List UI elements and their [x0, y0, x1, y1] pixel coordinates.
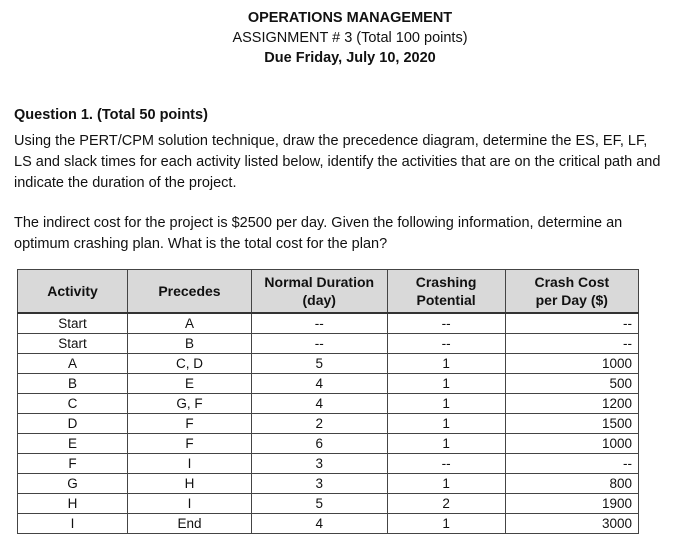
cell-normal-duration: 4	[251, 394, 387, 414]
cell-activity: F	[18, 454, 128, 474]
cell-precedes: H	[127, 474, 251, 494]
cell-activity: I	[18, 514, 128, 534]
cell-precedes: F	[127, 414, 251, 434]
cell-crash-cost: --	[505, 454, 638, 474]
cell-activity: C	[18, 394, 128, 414]
cell-crash-cost: --	[505, 313, 638, 334]
cell-crashing-potential: 1	[387, 514, 505, 534]
document-header	[0, 8, 700, 68]
cell-crashing-potential: 1	[387, 374, 505, 394]
table-header-row	[18, 270, 639, 314]
cell-crashing-potential: 1	[387, 434, 505, 454]
cell-normal-duration: 3	[251, 474, 387, 494]
table-row	[18, 474, 639, 494]
cell-crash-cost: 500	[505, 374, 638, 394]
cell-activity: G	[18, 474, 128, 494]
table-row	[18, 514, 639, 534]
cell-crashing-potential: --	[387, 334, 505, 354]
table-row	[18, 494, 639, 514]
cell-crashing-potential: 1	[387, 474, 505, 494]
cell-normal-duration: --	[251, 313, 387, 334]
cell-normal-duration: 6	[251, 434, 387, 454]
question-label: Question 1.	[14, 107, 93, 123]
cell-normal-duration: 5	[251, 494, 387, 514]
cell-crashing-potential: --	[387, 313, 505, 334]
table-row	[18, 354, 639, 374]
table-row	[18, 454, 639, 474]
cell-precedes: End	[127, 514, 251, 534]
cell-crashing-potential: 1	[387, 394, 505, 414]
table-row	[18, 374, 639, 394]
cell-precedes: C, D	[127, 354, 251, 374]
cell-crash-cost: 800	[505, 474, 638, 494]
course-title: OPERATIONS MANAGEMENT	[247, 10, 453, 26]
cell-activity: B	[18, 374, 128, 394]
cell-activity: E	[18, 434, 128, 454]
cell-crashing-potential: 1	[387, 354, 505, 374]
cell-crash-cost: 1200	[505, 394, 638, 414]
cell-precedes: G, F	[127, 394, 251, 414]
cell-activity: H	[18, 494, 128, 514]
cell-precedes: B	[127, 334, 251, 354]
cell-normal-duration: --	[251, 334, 387, 354]
table-row	[18, 414, 639, 434]
cell-precedes: A	[127, 313, 251, 334]
cell-crash-cost: 1000	[505, 354, 638, 374]
cell-crashing-potential: --	[387, 454, 505, 474]
assignment-title: ASSIGNMENT # 3 (Total 100 points)	[232, 30, 468, 46]
cell-crash-cost: 1500	[505, 414, 638, 434]
cell-activity: Start	[18, 334, 128, 354]
cell-activity: D	[18, 414, 128, 434]
cell-normal-duration: 3	[251, 454, 387, 474]
cell-crashing-potential: 2	[387, 494, 505, 514]
cell-precedes: I	[127, 494, 251, 514]
header-activity: Activity	[18, 270, 128, 314]
question-heading	[14, 107, 208, 123]
table-row	[18, 394, 639, 414]
activity-table	[17, 269, 639, 534]
question-points: (Total 50 points)	[97, 107, 208, 123]
cell-crashing-potential: 1	[387, 414, 505, 434]
cell-normal-duration: 5	[251, 354, 387, 374]
table-row	[18, 313, 639, 334]
question-paragraph-2: The indirect cost for the project is $2500 per day. Given the following information, determine an optimum crashing plan. What is the total cost for the plan?	[14, 215, 623, 252]
cell-precedes: F	[127, 434, 251, 454]
header-precedes: Precedes	[127, 270, 251, 314]
header-crash-cost: Crash Cost per Day ($)	[505, 270, 638, 314]
due-date: Due Friday, July 10, 2020	[264, 50, 436, 66]
cell-crash-cost: 1900	[505, 494, 638, 514]
cell-normal-duration: 2	[251, 414, 387, 434]
cell-precedes: I	[127, 454, 251, 474]
cell-activity: A	[18, 354, 128, 374]
cell-precedes: E	[127, 374, 251, 394]
table-row	[18, 334, 639, 354]
cell-crash-cost: 3000	[505, 514, 638, 534]
header-crashing-potential: Crashing Potential	[387, 270, 505, 314]
cell-crash-cost: --	[505, 334, 638, 354]
cell-normal-duration: 4	[251, 374, 387, 394]
header-normal-duration: Normal Duration (day)	[251, 270, 387, 314]
question-paragraph-1: Using the PERT/CPM solution technique, draw the precedence diagram, determine the ES, EF, LF, LS and slack times for each activity listed below, identify the activities that are on the critical path and indicate the duration of the project.	[14, 133, 661, 191]
table-row	[18, 434, 639, 454]
cell-activity: Start	[18, 313, 128, 334]
cell-normal-duration: 4	[251, 514, 387, 534]
cell-crash-cost: 1000	[505, 434, 638, 454]
